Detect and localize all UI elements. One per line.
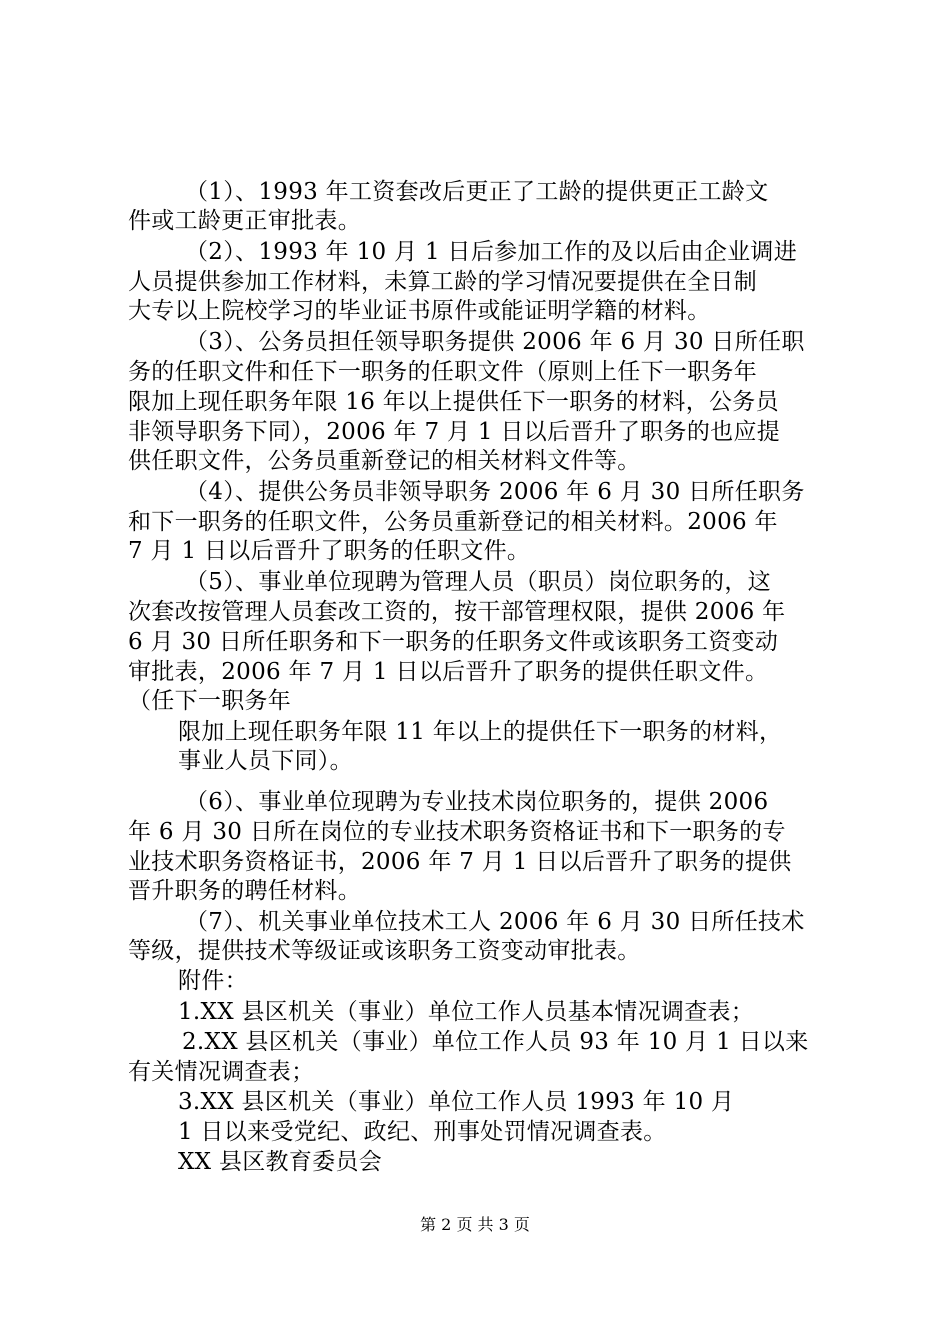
para-3-line-2: 务的任职文件和任下一职务的任职文件（原则上任下一职务年 — [128, 359, 758, 385]
para-3-line-4: 非领导职务下同），2006 年 7 月 1 日以后晋升了职务的也应提 — [128, 419, 781, 445]
attachment-2-line-1: 2.XX 县区机关（事业）单位工作人员 93 年 10 月 1 日以来 — [182, 1029, 809, 1055]
para-4-line-2: 和下一职务的任职文件，公务员重新登记的相关材料。2006 年 — [128, 509, 778, 535]
page-footer: 第 2 页 共 3 页 — [420, 1215, 530, 1234]
para-3-line-3: 限加上现任职务年限 16 年以上提供任下一职务的材料，公务员 — [128, 389, 779, 415]
para-5-line-5: （任下一职务年 — [128, 688, 292, 714]
para-2-line-2: 人员提供参加工作材料，未算工龄的学习情况要提供在全日制 — [128, 269, 758, 295]
attachment-3-line-1: 3.XX 县区机关（事业）单位工作人员 1993 年 10 月 — [178, 1089, 735, 1115]
attachment-3-line-2: 1 日以来受党纪、政纪、刑事处罚情况调查表。 — [178, 1119, 667, 1145]
para-7-line-2: 等级，提供技术等级证或该职务工资变动审批表。 — [128, 938, 641, 964]
signature-organization: XX 县区教育委员会 — [178, 1149, 383, 1175]
para-5-line-2: 次套改按管理人员套改工资的，按干部管理权限，提供 2006 年 — [128, 599, 786, 625]
para-4-line-3: 7 月 1 日以后晋升了职务的任职文件。 — [128, 538, 531, 564]
para-1-line-1: （1）、1993 年工资套改后更正了工龄的提供更正工龄文 — [185, 179, 769, 205]
para-7-line-1: （7）、机关事业单位技术工人 2006 年 6 月 30 日所任技术 — [185, 909, 805, 935]
para-6-line-3: 业技术职务资格证书，2006 年 7 月 1 日以后晋升了职务的提供 — [128, 849, 792, 875]
para-1-line-2: 件或工龄更正审批表。 — [128, 208, 361, 234]
attachments-heading: 附件： — [178, 968, 248, 994]
para-5-line-4: 审批表，2006 年 7 月 1 日以后晋升了职务的提供任职文件。 — [128, 659, 769, 685]
para-5-line-6: 限加上现任职务年限 11 年以上的提供任下一职务的材料， — [178, 719, 783, 745]
para-4-line-1: （4）、提供公务员非领导职务 2006 年 6 月 30 日所任职务 — [185, 479, 805, 505]
para-5-line-7: 事业人员下同）。 — [178, 748, 353, 774]
para-3-line-5: 供任职文件，公务员重新登记的相关材料文件等。 — [128, 448, 641, 474]
para-6-line-4: 晋升职务的聘任材料。 — [128, 878, 361, 904]
attachment-2-line-2: 有关情况调查表； — [128, 1059, 315, 1085]
para-6-line-1: （6）、事业单位现聘为专业技术岗位职务的，提供 2006 — [185, 789, 769, 815]
para-2-line-1: （2）、1993 年 10 月 1 日后参加工作的及以后由企业调进 — [185, 239, 798, 265]
para-3-line-1: （3）、公务员担任领导职务提供 2006 年 6 月 30 日所任职 — [185, 329, 805, 355]
para-6-line-2: 年 6 月 30 日所在岗位的专业技术职务资格证书和下一职务的专 — [128, 819, 786, 845]
para-5-line-1: （5）、事业单位现聘为管理人员（职员）岗位职务的，这 — [185, 569, 771, 595]
para-2-line-3: 大专以上院校学习的毕业证书原件或能证明学籍的材料。 — [128, 298, 711, 324]
attachment-1: 1.XX 县区机关（事业）单位工作人员基本情况调查表； — [178, 999, 755, 1025]
para-5-line-3: 6 月 30 日所任职务和下一职务的任职务文件或该职务工资变动 — [128, 629, 779, 655]
